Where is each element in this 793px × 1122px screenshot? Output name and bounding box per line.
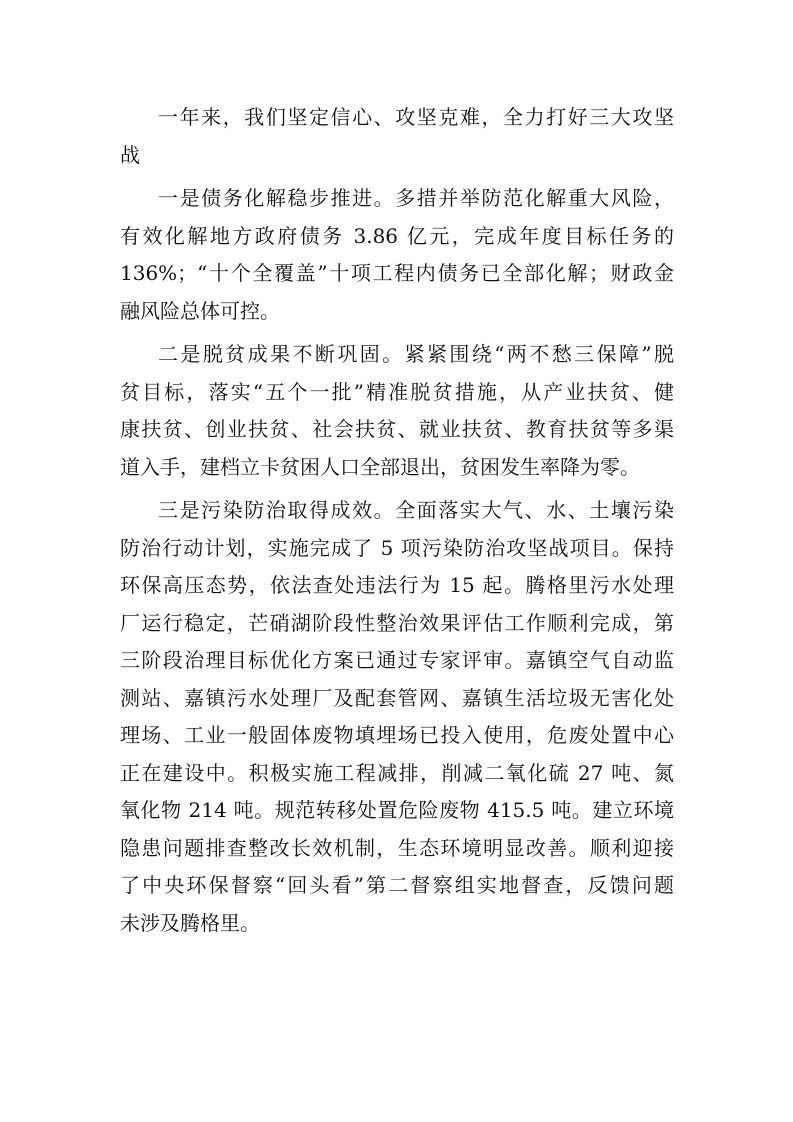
text-line: 二是脱贫成果不断巩固。紧紧围绕“两不愁三保障”脱 bbox=[158, 342, 674, 366]
text-line: 环保高压态势，依法查处违法行为 15 起。腾格里污水处理 bbox=[120, 573, 674, 597]
text-line: 隐患问题排查整改长效机制，生态环境明显改善。顺利迎接 bbox=[120, 835, 674, 860]
text-line: 康扶贫、创业扶贫、社会扶贫、就业扶贫、教育扶贫等多渠 bbox=[120, 417, 674, 441]
paragraph bbox=[120, 180, 674, 330]
text-line: 厂运行稳定，芒硝湖阶段性整治效果评估工作顺利完成，第 bbox=[120, 610, 674, 635]
text-line: 贫目标，落实“五个一批”精准脱贫措施，从产业扶贫、健 bbox=[120, 379, 674, 404]
text-line: 一年来，我们坚定信心、攻坚克难，全力打好三大攻坚 bbox=[158, 105, 674, 129]
text-line: 道入手，建档立卡贫困人口全部退出，贫困发生率降为零。 bbox=[120, 454, 640, 479]
document-page bbox=[120, 99, 674, 948]
text-line: 防治行动计划，实施完成了 5 项污染防治攻坚战项目。保持 bbox=[120, 535, 674, 560]
paragraph bbox=[120, 99, 674, 174]
text-line: 理场、工业一般固体废物填埋场已投入使用，危废处置中心 bbox=[120, 723, 674, 747]
text-line: 一是债务化解稳步推进。多措并举防范化解重大风险， bbox=[158, 186, 674, 210]
text-line: 了中央环保督察“回头看”第二督察组实地督查，反馈问题 bbox=[120, 873, 674, 897]
paragraph bbox=[120, 336, 674, 486]
text-line: 战 bbox=[120, 142, 140, 167]
paragraph bbox=[120, 492, 674, 942]
text-line: 氧化物 214 吨。规范转移处置危险废物 415.5 吨。建立环境 bbox=[120, 798, 674, 822]
text-line: 测站、嘉镇污水处理厂及配套管网、嘉镇生活垃圾无害化处 bbox=[120, 685, 674, 710]
text-line: 136%；“十个全覆盖”十项工程内债务已全部化解；财政金 bbox=[120, 261, 674, 285]
text-line: 有效化解地方政府债务 3.86 亿元，完成年度目标任务的 bbox=[120, 223, 674, 248]
text-line: 融风险总体可控。 bbox=[120, 298, 280, 323]
text-line: 三是污染防治取得成效。全面落实大气、水、土壤污染 bbox=[158, 498, 674, 522]
text-line: 三阶段治理目标优化方案已通过专家评审。嘉镇空气自动监 bbox=[120, 648, 674, 672]
text-line: 正在建设中。积极实施工程减排，削减二氧化硫 27 吨、氮 bbox=[120, 760, 674, 785]
text-line: 未涉及腾格里。 bbox=[120, 910, 260, 935]
